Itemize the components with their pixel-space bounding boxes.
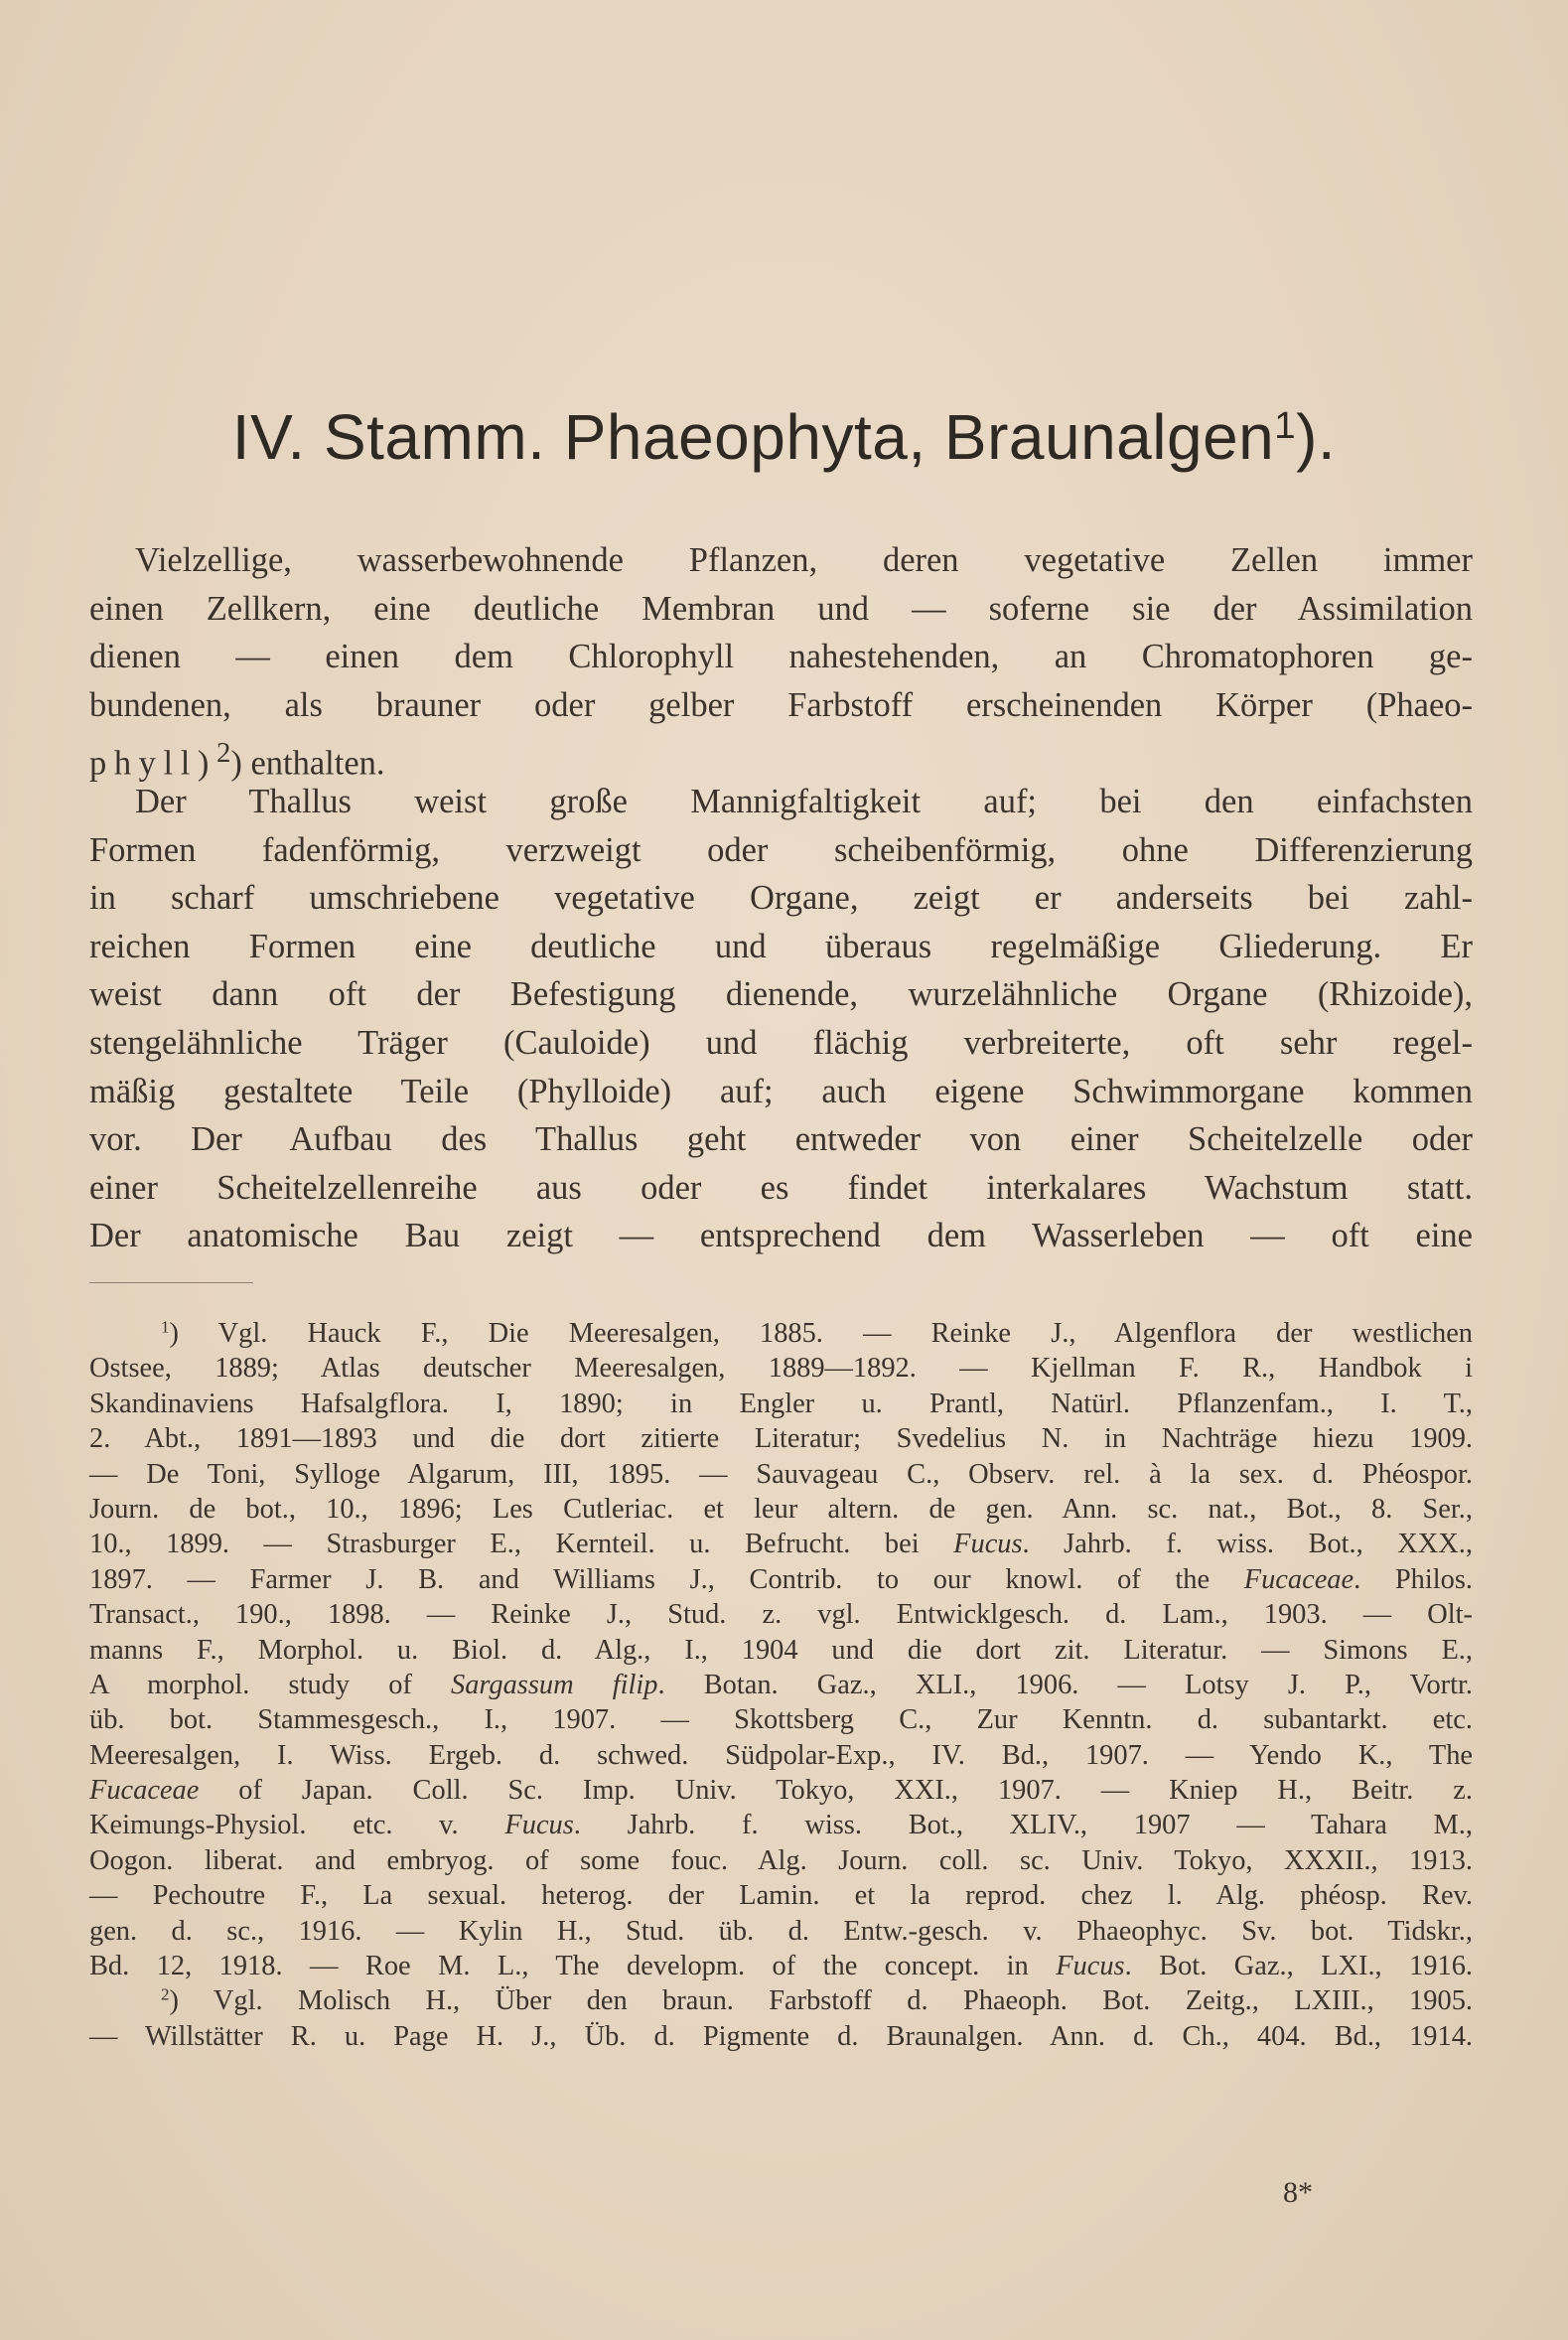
footnote-line: Keimungs-Physiol. etc. v. Fucus. Jahrb. f. wiss. Bot., XLIV., 1907 — Tahara M., (89, 1810, 1473, 1841)
footnote-line: gen. d. sc., 1916. — Kylin H., Stud. üb. d. Entw.-gesch. v. Phaeophyc. Sv. bot. Tidskr., (89, 1915, 1473, 1947)
footnote-line: — Willstätter R. u. Page H. J., Üb. d. Pigmente d. Braunalgen. Ann. d. Ch., 404. Bd., 1914. (89, 2020, 1473, 2052)
body-line: einer Scheitelzellenreihe aus oder es findet interkalares Wachstum statt. (89, 1168, 1473, 1207)
footnote-ref-2: 2 (215, 737, 231, 770)
footnote-line: manns F., Morphol. u. Biol. d. Alg., I., 1904 und die dort zit. Literatur. — Simons E., (89, 1634, 1473, 1666)
body-line: reichen Formen eine deutliche und überaus regelmäßige Gliederung. Er (89, 927, 1473, 965)
footnote-line: — De Toni, Sylloge Algarum, III, 1895. — Sauvageau C., Observ. rel. à la sex. d. Phéospor. (89, 1458, 1473, 1490)
chapter-heading (0, 392, 1568, 482)
footnote-line: 10., 1899. — Strasburger E., Kernteil. u. Befrucht. bei Fucus. Jahrb. f. wiss. Bot., XXX., (89, 1529, 1474, 1560)
footnote-line: 2. Abt., 1891—1893 und die dort zitierte Literatur; Svedelius N. in Nachträge hiezu 1909. (89, 1423, 1473, 1455)
body-text (89, 536, 1473, 1260)
footnote-line: Journ. de bot., 10., 1896; Les Cutleriac. et leur altern. de gen. Ann. sc. nat., Bot., 8. Ser., (89, 1493, 1473, 1525)
body-line: mäßig gestaltete Teile (Phylloide) auf; auch eigene Schwimmorgane kommen (89, 1072, 1473, 1110)
footnote-line: 1897. — Farmer J. B. and Williams J., Contrib. to our knowl. of the Fucaceae. Philos. (89, 1563, 1473, 1595)
footnote-line: Fucaceae of Japan. Coll. Sc. Imp. Univ. Tokyo, XXI., 1907. — Kniep H., Beitr. z. (89, 1775, 1473, 1807)
body-line: einen Zellkern, eine deutliche Membran und — soferne sie der Assimilation (89, 589, 1473, 628)
footnote-line: Skandinaviens Hafsalgflora. I, 1890; in Engler u. Prantl, Natürl. Pflanzenfam., I. T., (89, 1388, 1473, 1419)
footnote-line: A morphol. study of Sargassum filip. Botan. Gaz., XLI., 1906. — Lotsy J. P., Vortr. (89, 1669, 1473, 1700)
footnote-line: üb. bot. Stammesgesch., I., 1907. — Skottsberg C., Zur Kenntn. d. subantarkt. etc. (89, 1704, 1473, 1736)
footnote-divider (89, 1282, 253, 1283)
body-line: Vielzellige, wasserbewohnende Pflanzen, deren vegetative Zellen immer (135, 541, 1473, 579)
heading-text: IV. Stamm. Phaeophyta, Braunalgen (231, 401, 1275, 473)
body-line: weist dann oft der Befestigung dienende, wurzelähnliche Organe (Rhizoide), (89, 975, 1473, 1014)
footnote-line: Transact., 190., 1898. — Reinke J., Stud. z. vgl. Entwicklgesch. d. Lam., 1903. — Olt- (89, 1599, 1473, 1631)
footnote-line: $^2$) Vgl. Molisch H., Über den braun. Farbstoff d. Phaeoph. Bot. Zeitg., LXIII., 1905. (161, 1985, 1473, 2017)
body-line: in scharf umschriebene vegetative Organe, zeigt er anderseits bei zahl- (89, 879, 1473, 918)
page-number: 8* (1283, 2176, 1313, 2209)
body-line: phyll)$^2$) enthalten. (89, 737, 385, 783)
body-line: Der Thallus weist große Mannigfaltigkeit auf; bei den einfachsten (135, 782, 1473, 820)
footnote-line: Meeresalgen, I. Wiss. Ergeb. d. schwed. Südpolar-Exp., IV. Bd., 1907. — Yendo K., The (89, 1739, 1473, 1771)
footnote-line: Bd. 12, 1918. — Roe M. L., The developm. of the concept. in Fucus. Bot. Gaz., LXI., 1916. (89, 1951, 1473, 1982)
heading-trail: ). (1296, 401, 1337, 473)
body-line: Formen fadenförmig, verzweigt oder scheibenförmig, ohne Differenzierung (89, 830, 1473, 869)
body-line: Der anatomische Bau zeigt — entsprechend dem Wasserleben — oft eine (89, 1217, 1473, 1255)
footnotes (89, 1316, 1473, 2054)
footnote-line: $^1$) Vgl. Hauck F., Die Meeresalgen, 1885. — Reinke J., Algenflora der westlichen (161, 1317, 1473, 1349)
body-line: vor. Der Aufbau des Thallus geht entweder von einer Scheitelzelle oder (89, 1120, 1473, 1159)
body-line: stengelähnliche Träger (Cauloide) und flächig verbreiterte, oft sehr regel- (89, 1023, 1473, 1062)
footnote-line: Oogon. liberat. and embryog. of some fouc. Alg. Journ. coll. sc. Univ. Tokyo, XXXII., 1913. (89, 1844, 1473, 1876)
body-line: bundenen, als brauner oder gelber Farbstoff erscheinenden Körper (Phaeo- (89, 685, 1473, 724)
footnote-ref-1: 1 (1274, 403, 1297, 447)
footnote-line: — Pechoutre F., La sexual. heterog. der Lamin. et la reprod. chez l. Alg. phéosp. Rev. (89, 1880, 1473, 1912)
body-line: dienen — einen dem Chlorophyll nahestehenden, an Chromatophoren ge- (89, 638, 1473, 676)
footnote-line: Ostsee, 1889; Atlas deutscher Meeresalgen, 1889—1892. — Kjellman F. R., Handbok i (89, 1353, 1473, 1385)
